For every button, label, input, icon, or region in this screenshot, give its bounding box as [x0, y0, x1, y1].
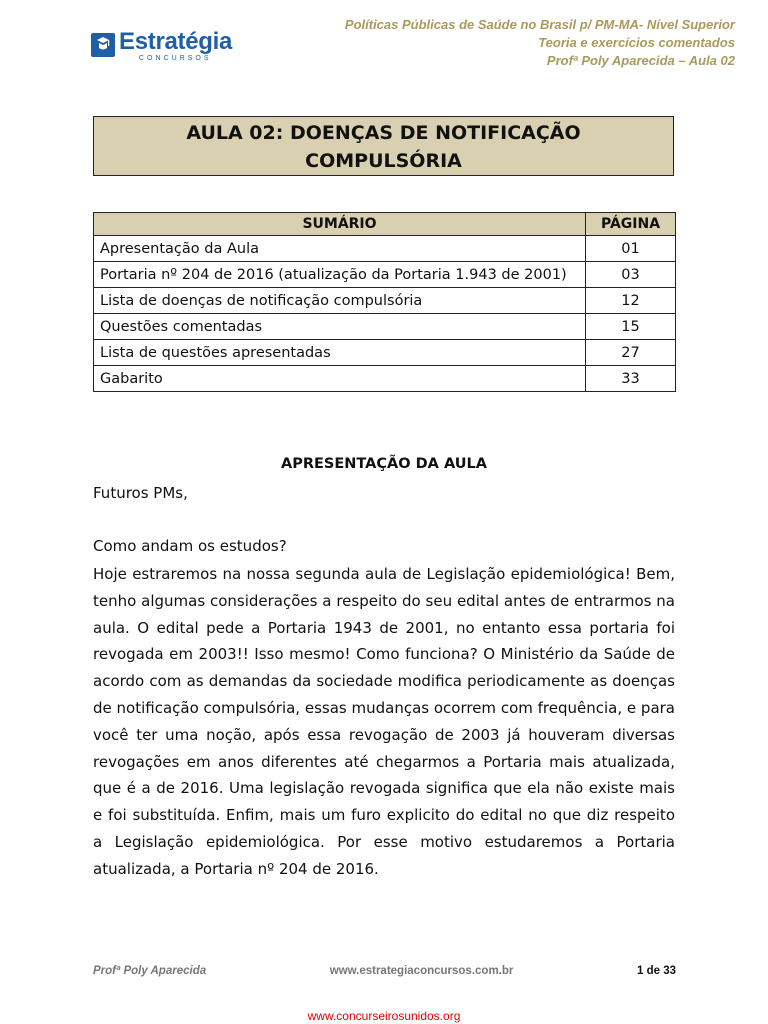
summary-topic: Lista de questões apresentadas [94, 340, 586, 366]
summary-page: 12 [586, 288, 676, 314]
summary-page: 15 [586, 314, 676, 340]
summary-page: 33 [586, 366, 676, 392]
page-footer [93, 965, 676, 977]
summary-page: 01 [586, 236, 676, 262]
footer-author: Profª Poly Aparecida [93, 965, 207, 977]
summary-topic-header: SUMÁRIO [94, 213, 586, 236]
table-row [94, 288, 676, 314]
summary-header-row [94, 213, 676, 236]
footer-page-number: 1 de 33 [636, 965, 676, 977]
brand-name: Estratégia [119, 28, 233, 55]
section-heading: APRESENTAÇÃO DA AULA [281, 456, 487, 472]
brand-subtitle: CONCURSOS [139, 55, 212, 62]
body-paragraph: Hoje estraremos na nossa segunda aula de Legislação epidemiológica! Bem, tenho algumas considerações a respeito do seu edital antes de entrarmos na aula. O edital pede a Portaria 1943 de 2001, no entanto essa portaria foi revogada em 2003!! Isso mesmo! Como funciona? O Ministério da Saúde de acordo com as demandas da sociedade modifica periodicamente as doenças de notificação compulsória, essas mudanças ocorrem com frequência, e para você ter uma noção, após essa revogação de 2003 já houveram diversas revogações em anos diferentes até chegarmos a Portaria mais atualizada, que é a de 2016. Uma legislação revogada significa que ela não existe mais e foi substituída. Enfim, mais um furo explicito do edital no que diz respeito a Legislação epidemiológica. Por esse motivo estudaremos a Portaria atualizada, a Portaria nº 204 de 2016. [93, 565, 675, 878]
summary-topic: Portaria nº 204 de 2016 (atualização da Portaria 1.943 de 2001) [94, 262, 586, 288]
brand-logo-icon [91, 33, 115, 57]
summary-topic: Apresentação da Aula [94, 236, 586, 262]
table-row [94, 262, 676, 288]
summary-page-header: PÁGINA [586, 213, 676, 236]
footer-website: www.estrategiaconcursos.com.br [329, 965, 514, 977]
summary-topic: Questões comentadas [94, 314, 586, 340]
table-row [94, 314, 676, 340]
summary-topic: Gabarito [94, 366, 586, 392]
lesson-title-box [93, 116, 674, 176]
summary-table [93, 212, 676, 392]
header-course-subtitle: Teoria e exercícios comentados [538, 35, 735, 50]
brand-logo [91, 30, 232, 62]
summary-page: 27 [586, 340, 676, 366]
document-header [345, 16, 735, 70]
header-course-title: Políticas Públicas de Saúde no Brasil p/ PM-MA- Nível Superior [344, 17, 735, 32]
table-row [94, 236, 676, 262]
summary-topic: Lista de doenças de notificação compulsória [94, 288, 586, 314]
greeting-text: Futuros PMs, [93, 484, 188, 502]
opening-question: Como andam os estudos? [93, 537, 287, 555]
lesson-title-line2: COMPULSÓRIA [305, 150, 462, 172]
lesson-title-line1: AULA 02: DOENÇAS DE NOTIFICAÇÃO [186, 122, 581, 144]
table-row [94, 340, 676, 366]
summary-page: 03 [586, 262, 676, 288]
table-row [94, 366, 676, 392]
watermark-link[interactable]: www.concurseirosunidos.org [307, 1009, 461, 1023]
header-teacher-lesson: Profª Poly Aparecida – Aula 02 [546, 53, 735, 68]
